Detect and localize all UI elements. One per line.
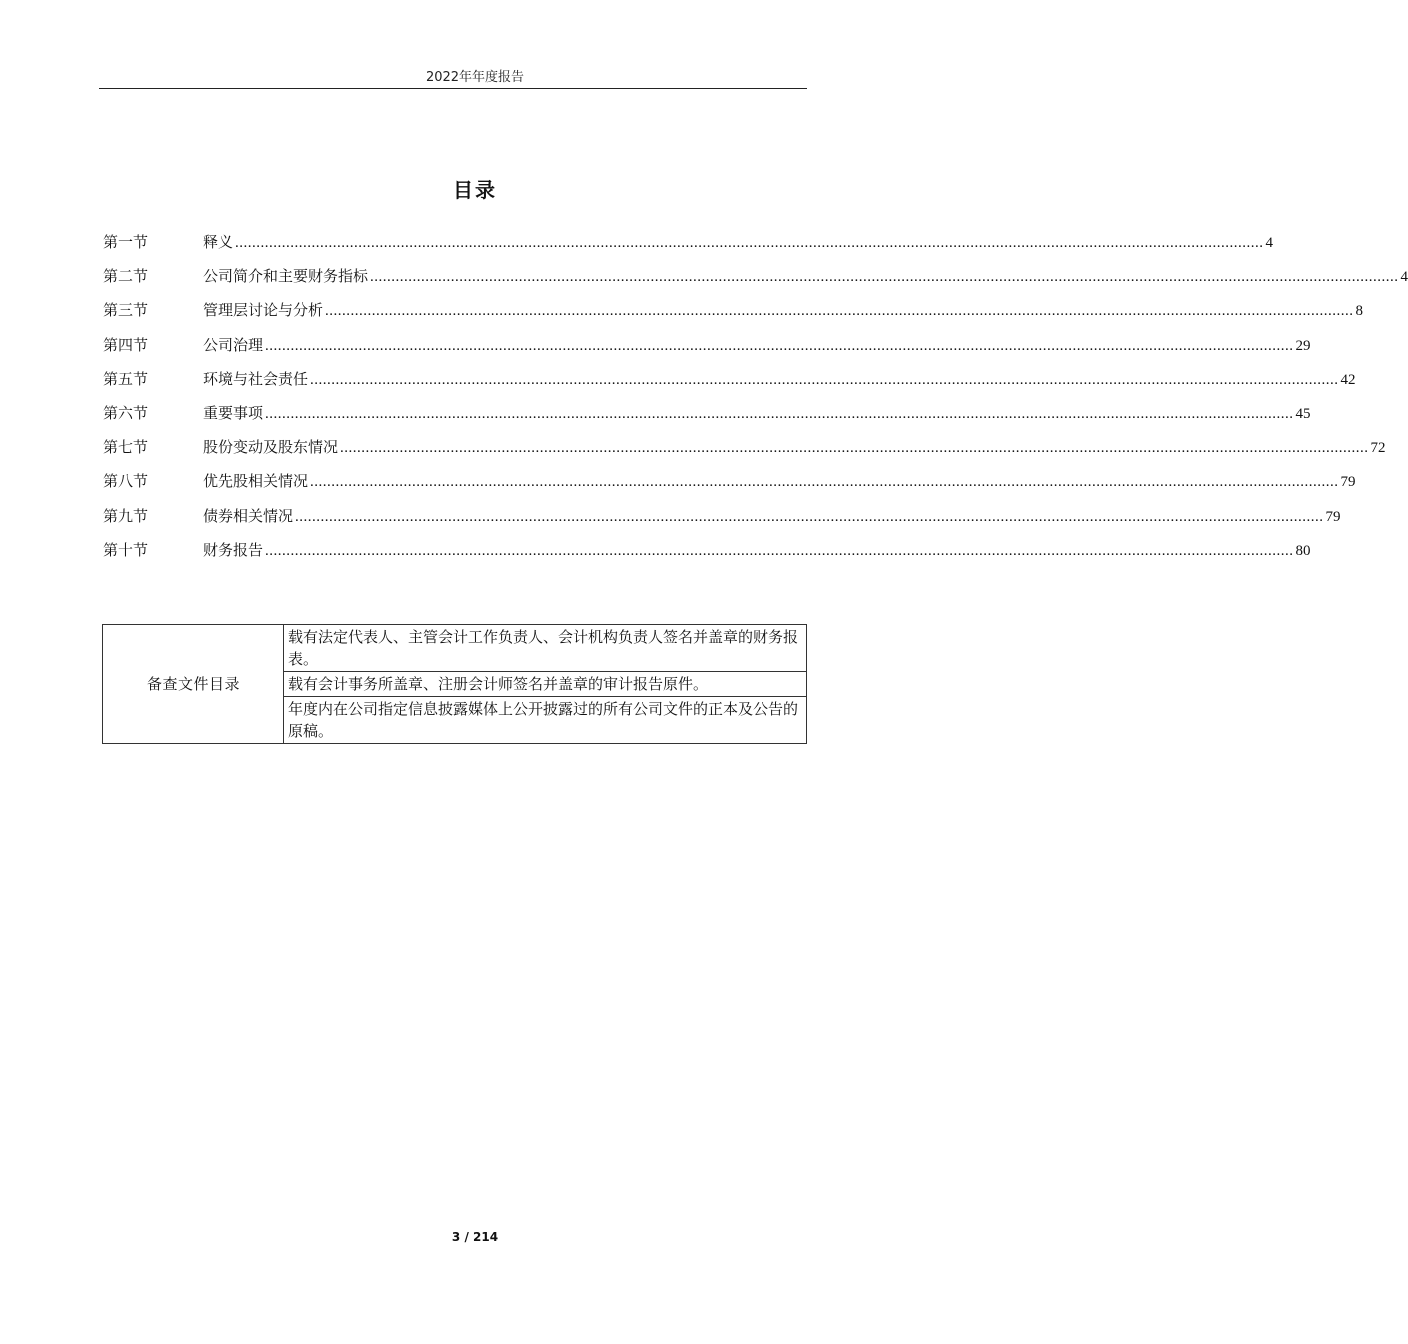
toc-page-number: 79 [1340, 474, 1356, 491]
toc-page-number: 42 [1340, 371, 1356, 388]
toc-page-number: 4 [1265, 235, 1274, 251]
toc-page-number: 72 [1370, 440, 1386, 457]
toc-section-name: 重要事项 [203, 403, 264, 422]
toc-dot-leader: .................................................................................................................................................................................................................................................. [340, 440, 1369, 457]
toc-dot-leader: .................................................................................................................................................................................................................................................. [265, 405, 1294, 422]
toc-dot-leader: .................................................................................................................................................................................................................................................. [235, 235, 1264, 251]
reference-file-item: 载有法定代表人、主管会计工作负责人、会计机构负责人签名并盖章的财务报表。 [284, 625, 807, 672]
reference-files-table [102, 624, 807, 744]
toc-item[interactable] [103, 266, 1408, 300]
toc-dot-leader: .................................................................................................................................................................................................................................................. [265, 337, 1294, 354]
toc-item[interactable] [103, 506, 1341, 540]
toc-section-number: 第二节 [103, 267, 149, 286]
toc-section-number: 第四节 [103, 335, 149, 354]
toc-section-number: 第六节 [103, 403, 149, 422]
toc-section-number: 第十节 [103, 540, 149, 559]
toc-section-number: 第九节 [103, 506, 149, 525]
toc-item[interactable] [103, 300, 1364, 334]
toc-section-name: 债券相关情况 [203, 506, 294, 525]
toc-item[interactable] [103, 437, 1386, 471]
toc-section-number: 第一节 [103, 233, 149, 251]
toc-item[interactable] [103, 335, 1311, 369]
toc-dot-leader: .................................................................................................................................................................................................................................................. [310, 371, 1339, 388]
toc-section-number: 第七节 [103, 438, 149, 457]
toc-section-name: 优先股相关情况 [203, 472, 309, 491]
header-divider [99, 88, 807, 89]
toc-dot-leader: .................................................................................................................................................................................................................................................. [325, 303, 1354, 320]
toc-section-number: 第五节 [103, 369, 149, 388]
reference-file-item: 年度内在公司指定信息披露媒体上公开披露过的所有公司文件的正本及公告的原稿。 [284, 697, 807, 744]
toc-section-name: 财务报告 [203, 540, 264, 559]
toc-page-number: 80 [1295, 542, 1311, 559]
toc-section-name: 股份变动及股东情况 [203, 438, 339, 457]
reference-file-item: 载有会计事务所盖章、注册会计师签名并盖章的审计报告原件。 [284, 672, 807, 697]
toc-section-name: 释义 [203, 233, 234, 251]
toc-page-number: 29 [1295, 337, 1311, 354]
toc-section-number: 第八节 [103, 472, 149, 491]
toc-section-name: 环境与社会责任 [203, 369, 309, 388]
page-number: 3 / 214 [451, 1230, 499, 1244]
toc-page-number: 79 [1325, 508, 1341, 525]
toc-dot-leader: .................................................................................................................................................................................................................................................. [265, 542, 1294, 559]
toc-dot-leader: .................................................................................................................................................................................................................................................. [370, 269, 1399, 286]
table-row [103, 625, 807, 672]
toc-dot-leader: .................................................................................................................................................................................................................................................. [310, 474, 1339, 491]
toc-title: 目录 [453, 178, 497, 202]
toc-dot-leader: .................................................................................................................................................................................................................................................. [295, 508, 1324, 525]
header-title: 2022年年度报告 [425, 70, 525, 85]
toc-item[interactable] [103, 369, 1356, 403]
toc-item[interactable] [103, 232, 1274, 266]
toc-item[interactable] [103, 403, 1311, 437]
toc-item[interactable] [103, 471, 1356, 505]
toc-item[interactable] [103, 540, 1311, 574]
toc-page-number: 8 [1355, 303, 1364, 320]
table-of-contents [103, 232, 1408, 574]
toc-page-number: 45 [1295, 405, 1311, 422]
toc-section-name: 管理层讨论与分析 [203, 301, 324, 320]
toc-section-name: 公司治理 [203, 335, 264, 354]
reference-files-label: 备查文件目录 [103, 625, 284, 744]
toc-section-name: 公司简介和主要财务指标 [203, 267, 369, 286]
toc-section-number: 第三节 [103, 301, 149, 320]
toc-page-number: 4 [1400, 269, 1408, 286]
